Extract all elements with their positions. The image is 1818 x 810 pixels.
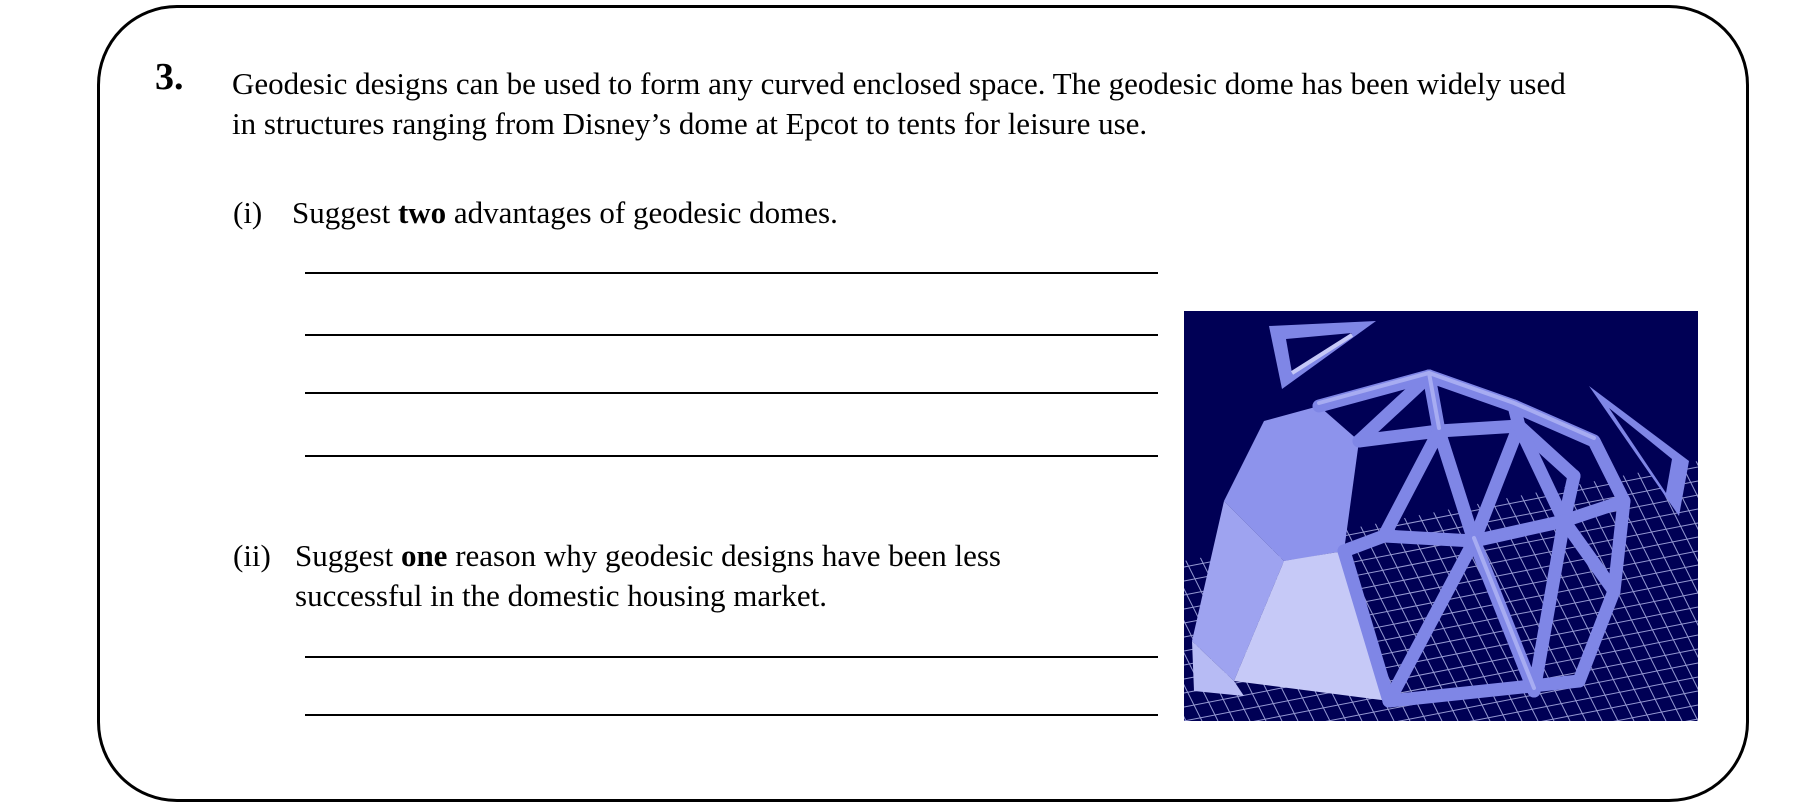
part-i-emphasis: two (397, 195, 447, 230)
geodesic-dome-image (1184, 311, 1698, 721)
intro-line-1: Geodesic designs can be used to form any curved enclosed space. The geodesic dome has been widely used (232, 66, 1566, 101)
question-intro (232, 64, 1712, 144)
answer-line-ii-1[interactable] (305, 656, 1158, 658)
geodesic-dome-illustration (1184, 311, 1698, 721)
answer-line-i-2[interactable] (305, 334, 1158, 336)
answer-line-i-1[interactable] (305, 272, 1158, 274)
part-ii-emphasis: one (400, 538, 448, 573)
question-number: 3. (155, 56, 184, 98)
answer-line-i-4[interactable] (305, 455, 1158, 457)
part-ii-text-line-2: successful in the domestic housing market. (295, 578, 828, 613)
intro-line-2: in structures ranging from Disney’s dome at Epcot to tents for leisure use. (232, 106, 1148, 141)
part-ii-text: Suggest one reason why geodesic designs have been less (295, 538, 1001, 573)
answer-line-ii-2[interactable] (305, 714, 1158, 716)
part-i-prompt (233, 193, 1153, 233)
part-i-text: Suggest two advantages of geodesic domes. (292, 195, 838, 230)
answer-line-i-3[interactable] (305, 392, 1158, 394)
part-i-label: (i) (233, 195, 263, 230)
floating-panel-top (1269, 321, 1376, 389)
part-ii-prompt (233, 536, 1153, 616)
part-ii-label: (ii) (233, 538, 271, 573)
